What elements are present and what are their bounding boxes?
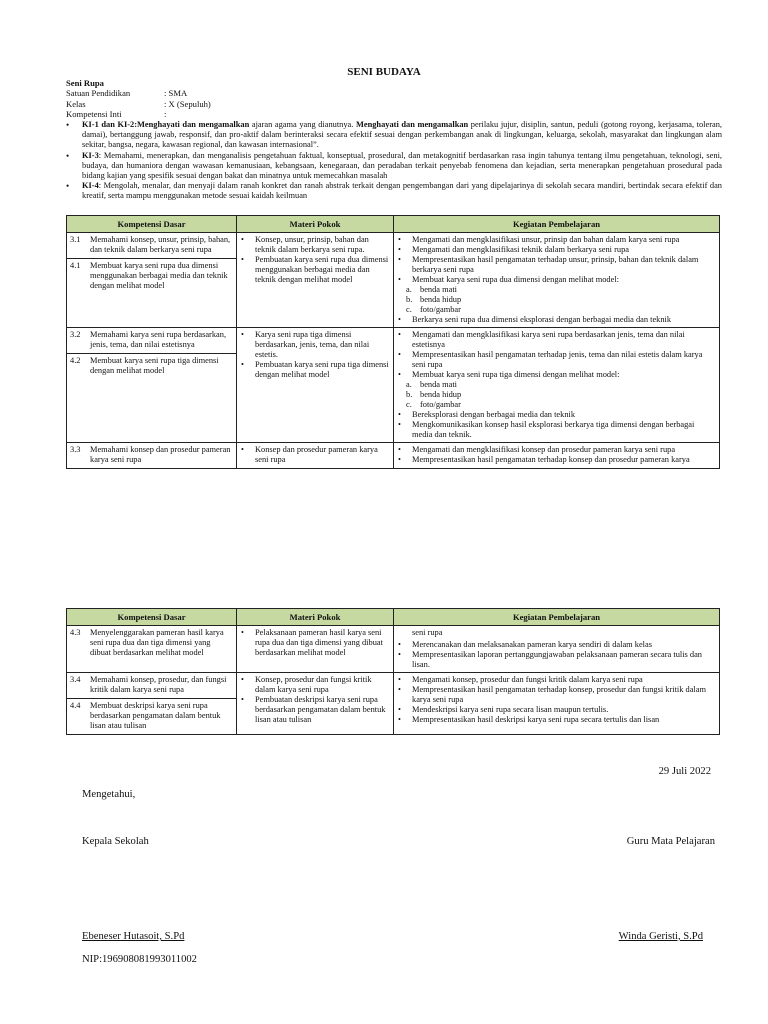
list-item: • Mendeskripsi karya seni rupa secara lisan maupun tertulis. xyxy=(398,705,716,715)
kd-number: 4.2 xyxy=(70,356,81,365)
kd-item xyxy=(67,258,236,294)
table-row xyxy=(67,233,720,328)
list-item: • Mengamati dan mengklasifikasi teknik dalam berkarya seni rupa xyxy=(398,245,716,255)
kd-text: Membuat karya seni rupa tiga dimensi dengan melihat model xyxy=(90,356,219,375)
table-row xyxy=(67,443,720,469)
sub-text: benda hidup xyxy=(420,390,462,399)
sub-list-item xyxy=(398,285,716,295)
sub-text: benda mati xyxy=(420,285,457,294)
kd-item xyxy=(67,328,236,353)
kd-text: Membuat karya seni rupa dua dimensi menggunakan berbagai media dan teknik dengan melihat model xyxy=(90,261,228,290)
acknowledged-label: Mengetahui, xyxy=(82,789,136,800)
kegiatan-list xyxy=(394,328,719,442)
table-row xyxy=(67,328,720,443)
list-item: • Mempresentasikan hasil pengamatan terhadap unsur, prinsip, bahan dan teknik dalam berkarya seni rupa xyxy=(398,255,716,275)
sub-letter: a. xyxy=(406,285,412,294)
kd-number: 3.2 xyxy=(70,330,81,339)
ki-item: • KI-1 dan KI-2:Menghayati dan mengamalkan ajaran agama yang dianutnya. Menghayati dan mengamalkan perilaku jujur, disiplin, santun, peduli (gotong royong, kerjasama, toleran, damai), bertanggung jawab, responsif, dan pro-aktif dalam berinteraksi secara efektif sesuai dengan perkembangan anak di lingkungan, keluarga, sekolah, masyarakat dan lingkungan alam sekitar, bangsa, negara, kawasan regional, dan kawasan internasional”. xyxy=(66,120,722,151)
kegiatan-pembelajaran-cell xyxy=(394,626,720,673)
list-item: • Mempresentasikan hasil pengamatan terhadap konsep dan prosedur pameran karya xyxy=(398,455,716,465)
kompetensi-dasar-cell xyxy=(67,443,237,469)
header-kegiatan-pembelajaran: Kegiatan Pembelajaran xyxy=(394,216,720,233)
kd-item xyxy=(67,353,236,379)
list-item: • Mengamati dan mengklasifikasi konsep dan prosedur pameran karya seni rupa xyxy=(398,445,716,455)
kegiatan-list xyxy=(394,673,719,727)
kd-text: Memahami konsep dan prosedur pameran karya seni rupa xyxy=(90,445,231,464)
materi-pokok-cell xyxy=(237,626,394,673)
materi-pokok-cell xyxy=(237,328,394,443)
list-item: • Merencanakan dan melaksanakan pameran karya sendiri di dalam kelas xyxy=(398,640,716,650)
teacher-name: Winda Geristi, S.Pd xyxy=(618,931,703,942)
ki-item: • KI-3: Memahami, menerapkan, dan menganalisis pengetahuan faktual, konseptual, prosedural, dan metakognitif berdasarkan rasa ingin tahunya tentang ilmu pengetahuan, teknologi, seni, budaya, dan humaniora dengan wawasan kemanusiaan, kebangsaan, kenegaraan, dan peradaban terkait penyebab fenomena dan kejadian, serta menerapkan pengetahuan prosedural pada bidang kajian yang spesifik sesuai dengan bakat dan minatnya untuk memecahkan masalah xyxy=(66,151,722,182)
sub-list-item xyxy=(398,390,716,400)
kegiatan-pembelajaran-cell xyxy=(394,673,720,735)
kd-item xyxy=(67,698,236,734)
principal-nip: NIP:196908081993011002 xyxy=(82,954,197,965)
list-item: • Mempresentasikan laporan pertanggungjawaban pelaksanaan pameran secara tulis dan lisan. xyxy=(398,650,716,670)
list-item: • Mengamati dan mengklasifikasi karya seni rupa berdasarkan jenis, tema dan nilai estetisnya xyxy=(398,330,716,350)
meta-row: Kelas : X (Sepuluh) xyxy=(66,98,211,109)
materi-pokok-cell xyxy=(237,233,394,328)
principal-role: Kepala Sekolah xyxy=(82,836,149,847)
header-materi-pokok: Materi Pokok xyxy=(237,609,394,626)
kd-text: Menyelenggarakan pameran hasil karya seni rupa dua dan tiga dimensi yang dibuat berdasarkan melihat model xyxy=(90,628,224,657)
sub-list-item xyxy=(398,305,716,315)
sub-letter: b. xyxy=(406,295,413,304)
list-item: • Mempresentasikan hasil deskripsi karya seni rupa secara tertulis dan lisan xyxy=(398,715,716,725)
kd-number: 4.3 xyxy=(70,628,81,637)
kd-text: Memahami karya seni rupa berdasarkan, jenis, tema, dan nilai estetisnya xyxy=(90,330,227,349)
sub-letter: b. xyxy=(406,390,413,399)
subject-label: Seni Rupa xyxy=(66,78,104,88)
kegiatan-pembelajaran-cell xyxy=(394,443,720,469)
list-item: • Pembuatan karya seni rupa dua dimensi menggunakan berbagai media dan teknik dengan melihat model xyxy=(241,255,390,285)
list-item: • Mengamati konsep, prosedur dan fungsi kritik dalam karya seni rupa xyxy=(398,675,716,685)
continued-text: seni rupa xyxy=(412,628,443,637)
signature-date: 29 Juli 2022 xyxy=(658,766,711,777)
list-item: • Konsep dan prosedur pameran karya seni rupa xyxy=(241,445,390,465)
kd-item xyxy=(67,626,236,661)
list-item: • Pembuatan deskripsi karya seni rupa berdasarkan pengamatan dalam bentuk lisan atau tulisan xyxy=(241,695,390,725)
sub-letter: a. xyxy=(406,380,412,389)
kd-item xyxy=(67,443,236,468)
list-item: • Konsep, unsur, prinsip, bahan dan teknik dalam berkarya seni rupa. xyxy=(241,235,390,255)
sub-list xyxy=(398,380,716,410)
list-item: • Mengamati dan mengklasifikasi unsur, prinsip dan bahan dalam karya seni rupa xyxy=(398,235,716,245)
sub-text: foto/gambar xyxy=(420,305,461,314)
list-item: • Membuat karya seni rupa tiga dimensi dengan melihat model: xyxy=(398,370,716,380)
kegiatan-list xyxy=(394,443,719,467)
list-item: • Mempresentasikan hasil pengamatan terhadap konsep, prosedur dan fungsi kritik dalam karya seni rupa xyxy=(398,685,716,705)
kd-number: 4.4 xyxy=(70,701,81,710)
kompetensi-dasar-cell xyxy=(67,626,237,673)
kd-text: Membuat deskripsi karya seni rupa berdasarkan pengamatan dalam bentuk lisan atau tulisan xyxy=(90,701,221,730)
materi-pokok-list xyxy=(237,673,393,727)
kd-number: 3.4 xyxy=(70,675,81,684)
document-title: SENI BUDAYA xyxy=(347,66,421,78)
kegiatan-list xyxy=(394,233,719,327)
materi-pokok-list xyxy=(237,443,393,467)
list-item: • Bereksplorasi dengan berbagai media dan teknik xyxy=(398,410,716,420)
materi-pokok-cell xyxy=(237,673,394,735)
kd-text: Memahami konsep, prosedur, dan fungsi kritik dalam karya seni rupa xyxy=(90,675,227,694)
header-kegiatan-pembelajaran: Kegiatan Pembelajaran xyxy=(394,609,720,626)
list-item: • Berkarya seni rupa dua dimensi eksplorasi dengan berbagai media dan teknik xyxy=(398,315,716,325)
materi-pokok-cell xyxy=(237,443,394,469)
kd-item xyxy=(67,233,236,258)
document-meta xyxy=(66,78,726,120)
sub-list xyxy=(398,285,716,315)
sub-list-item xyxy=(398,380,716,390)
table-header-row xyxy=(67,216,720,233)
materi-pokok-list xyxy=(237,233,393,287)
list-item: • Mengkomunikasikan konsep hasil eksplorasi berkarya tiga dimensi dengan berbagai media dan teknik. xyxy=(398,420,716,440)
curriculum-table-2 xyxy=(66,608,720,735)
kd-text: Memahami konsep, unsur, prinsip, bahan, dan teknik dalam berkarya seni rupa xyxy=(90,235,231,254)
ki-item: • KI-4: Mengolah, menalar, dan menyaji dalam ranah konkret dan ranah abstrak terkait dengan pengembangan dari yang dipelajarinya di sekolah secara mandiri, bertindak secara efektif dan kreatif, serta mampu menggunakan metode sesuai kaidah keilmuan xyxy=(66,181,722,201)
sub-text: benda mati xyxy=(420,380,457,389)
kompetensi-dasar-cell xyxy=(67,233,237,328)
header-materi-pokok: Materi Pokok xyxy=(237,216,394,233)
sub-letter: c. xyxy=(406,305,412,314)
kd-number: 4.1 xyxy=(70,261,81,270)
meta-row: Kompetensi Inti : xyxy=(66,109,167,120)
sub-list-item xyxy=(398,400,716,410)
materi-pokok-list xyxy=(237,328,393,382)
list-item: • Pembuatan karya seni rupa tiga dimensi dengan melihat model xyxy=(241,360,390,380)
kompetensi-dasar-cell xyxy=(67,328,237,443)
header-kompetensi-dasar: Kompetensi Dasar xyxy=(67,216,237,233)
core-competency-list xyxy=(66,120,722,202)
kegiatan-list xyxy=(394,638,719,672)
list-item: • Mempresentasikan hasil pengamatan terhadap jenis, tema dan nilai estetis dalam karya seni rupa xyxy=(398,350,716,370)
kompetensi-dasar-cell xyxy=(67,673,237,735)
list-item: • Pelaksanaan pameran hasil karya seni rupa dua dan tiga dimensi yang dibuat berdasarkan melihat model xyxy=(241,628,390,658)
kd-number: 3.3 xyxy=(70,445,81,454)
materi-pokok-list xyxy=(237,626,393,660)
table-row xyxy=(67,626,720,673)
sub-list-item xyxy=(398,295,716,305)
table-header-row xyxy=(67,609,720,626)
kegiatan-pembelajaran-cell xyxy=(394,328,720,443)
sub-text: foto/gambar xyxy=(420,400,461,409)
kegiatan-pembelajaran-cell xyxy=(394,233,720,328)
kd-item xyxy=(67,673,236,698)
list-item: • Karya seni rupa tiga dimensi berdasarkan, jenis, tema, dan nilai estetis. xyxy=(241,330,390,360)
meta-row: Satuan Pendidikan : SMA xyxy=(66,88,188,99)
kd-number: 3.1 xyxy=(70,235,81,244)
table-row xyxy=(67,673,720,735)
teacher-role: Guru Mata Pelajaran xyxy=(626,836,715,847)
sub-letter: c. xyxy=(406,400,412,409)
curriculum-table-1 xyxy=(66,215,720,469)
list-item: • Membuat karya seni rupa dua dimensi dengan melihat model: xyxy=(398,275,716,285)
principal-name: Ebeneser Hutasoit, S.Pd xyxy=(82,931,185,942)
header-kompetensi-dasar: Kompetensi Dasar xyxy=(67,609,237,626)
list-item: • Konsep, prosedur dan fungsi kritik dalam karya seni rupa xyxy=(241,675,390,695)
sub-text: benda hidup xyxy=(420,295,462,304)
